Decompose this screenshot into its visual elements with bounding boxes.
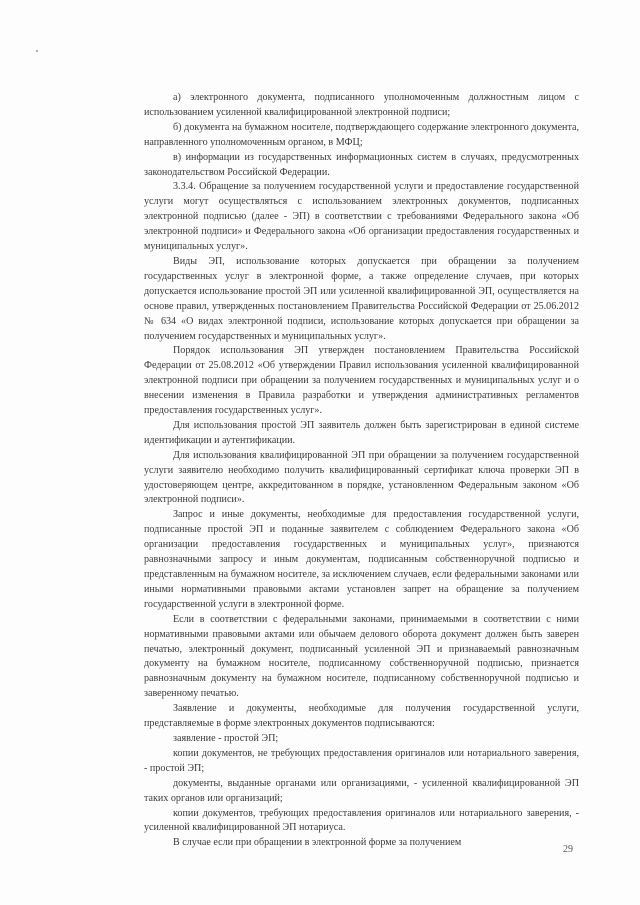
list-item-application: заявление - простой ЭП; <box>173 732 279 744</box>
paragraph-request-docs: Запрос и иные документы, необходимые для предоставления государственной услуги, подписанные простой ЭП и поданные заявителем с соблюдением Федерального закона «Об организации предоставления государственных и муниципальных услуг», признаются равнозначными запросу и иным документам, подписанным собственноручной подписью и представленным на бумажном носителе, за исключением случаев, если федеральными законами или иными нормативными правовыми актами установлен запрет на обращение за получением государственной услуги в электронной форме. <box>144 509 579 610</box>
paragraph-b: б) документа на бумажном носителе, подтверждающего содержание электронного документа, направленного уполномоченным органом, в МФЦ; <box>144 121 579 148</box>
paragraph-3-3-4: 3.3.4. Обращение за получением государственной услуги и предоставление государственной услуги могут осуществляться с использованием электронных документов, подписанных электронной подписью (далее - ЭП) в соответствии с требованиями Федерального закона «Об электронной подписи» и Федерального закона «Об организации предоставления государственных и муниципальных услуг». <box>144 181 579 253</box>
list-item-issued-docs: документы, выданные органами или организациями, - усиленной квалифицированной ЭП таких органов или организаций; <box>144 777 579 804</box>
paragraph-seal: Если в соответствии с федеральными законами, принимаемыми в соответствии с ними нормативными правовыми актами или обычаем делового оборота документ должен быть заверен печатью, электронный документ, подписанный усиленной ЭП и признаваемый равнозначным документу на бумажном носителе, подписанному собственноручной подписью, признается равнозначным документу на бумажном носителе, подписанному собственноручной подписью и заверенному печатью. <box>144 613 579 700</box>
scan-speck <box>36 50 38 52</box>
paragraph-qualified-ep: Для использования квалифицированной ЭП при обращении за получением государственной услуги заявителю необходимо получить квалифицированный сертификат ключа проверки ЭП в удостоверяющем центре, аккредитованном в порядке, установленном Федеральным законом «Об электронной подписи». <box>144 449 579 506</box>
paragraph-ep-types: Виды ЭП, использование которых допускается при обращении за получением государственных услуг в электронной форме, а также определение случаев, при которых допускается использование простой ЭП или усиленной квалифицированной ЭП, осуществляется на основе правил, утвержденных постановлением Правительства Российской Федерации от 25.06.2012 № 634 «О видах электронной подписи, использование которых допускается при обращении за получением государственных и муниципальных услуг». <box>144 255 579 342</box>
list-item-copies: копии документов, не требующих предоставления оригиналов или нотариального заверения, - простой ЭП; <box>144 747 579 774</box>
paragraph-a: а) электронного документа, подписанного уполномоченным должностным лицом с использованием усиленной квалифицированной электронной подписи; <box>144 92 579 118</box>
paragraph-simple-ep: Для использования простой ЭП заявитель должен быть зарегистрирован в единой системе идентификации и аутентификации. <box>144 419 579 446</box>
document-body <box>144 91 579 851</box>
page-number: 29 <box>563 844 573 855</box>
paragraph-ep-order: Порядок использования ЭП утвержден постановлением Правительства Российской Федерации от 25.08.2012 «Об утверждении Правил использования усиленной квалифицированной электронной подписи при обращении за получением государственных и муниципальных услуг и о внесении изменения в Правила разработки и утверждения административных регламентов предоставления государственных услуг». <box>144 345 579 417</box>
paragraph-continuation: В случае если при обращении в электронной форме за получением <box>173 837 462 849</box>
list-item-notary-copies: копии документов, требующих предоставления оригиналов или нотариального заверения, - усиленной квалифицированной ЭП нотариуса. <box>144 807 579 834</box>
paragraph-signing: Заявление и документы, необходимые для получения государственной услуги, представляемые в форме электронных документов подписываются: <box>144 703 579 730</box>
paragraph-v: в) информации из государственных информационных систем в случаях, предусмотренных законодательством Российской Федерации. <box>144 151 579 178</box>
